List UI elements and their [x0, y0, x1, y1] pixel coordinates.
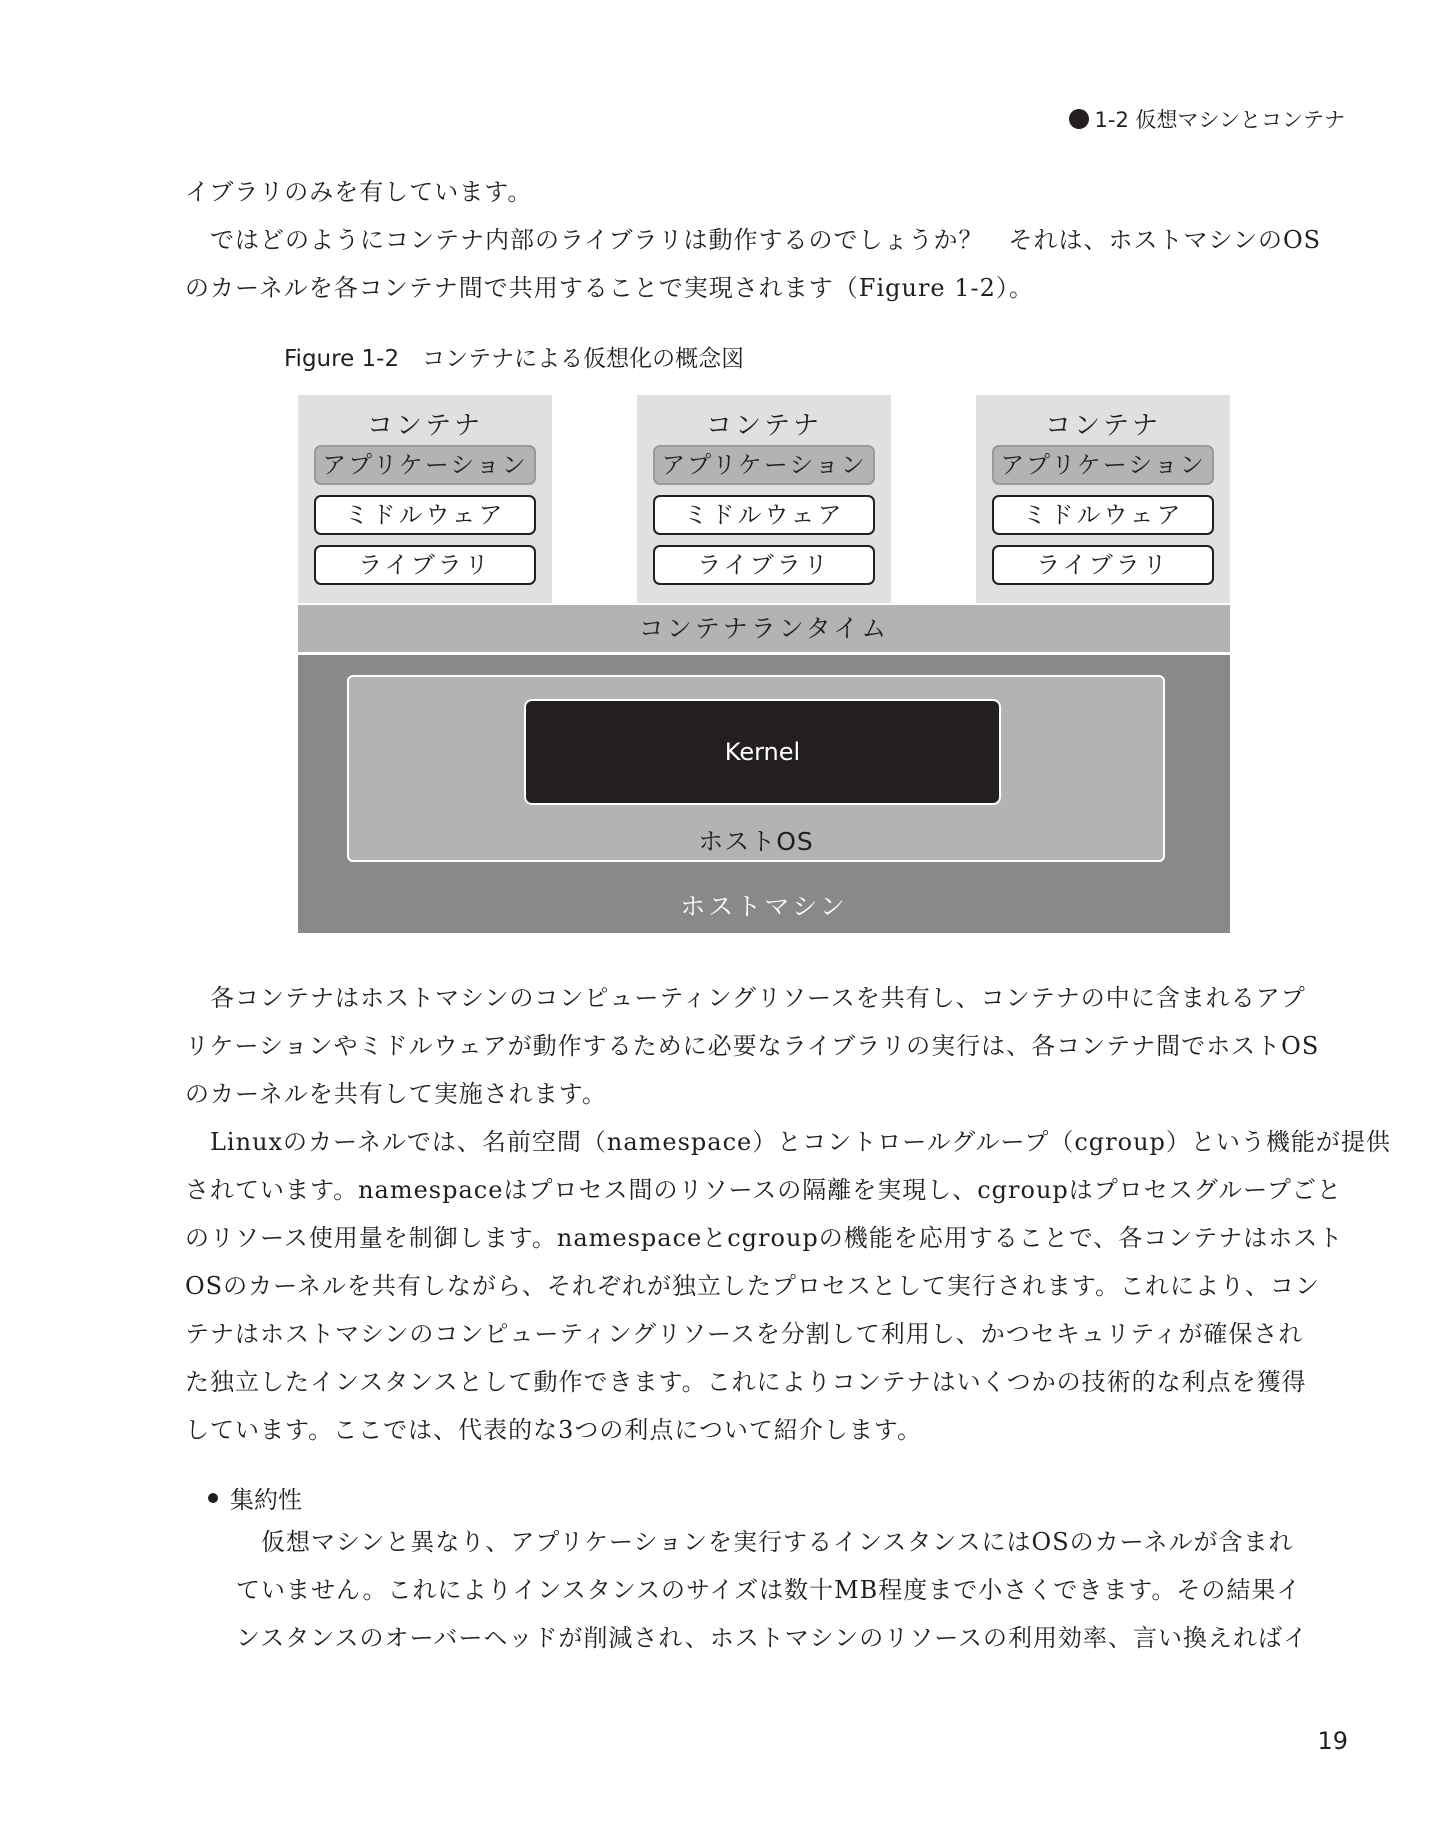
host-os-layer — [347, 675, 1165, 862]
text-line: しています。ここでは、代表的な3つの利点について紹介します。 — [185, 1416, 922, 1444]
text-line: OSのカーネルを共有しながら、それぞれが独立したプロセスとして実行されます。これにより、コン — [185, 1272, 1320, 1300]
figure-caption: Figure 1-2 コンテナによる仮想化の概念図 — [284, 346, 745, 372]
application-box: アプリケーション — [653, 445, 875, 485]
text-line: リケーションやミドルウェアが動作するために必要なライブラリの実行は、各コンテナ間でホストOS — [185, 1032, 1320, 1060]
text-line: されています。namespaceはプロセス間のリソースの隔離を実現し、cgroupはプロセスグループごと — [185, 1176, 1342, 1204]
container-box — [637, 395, 891, 603]
text-line: ていません。これによりインスタンスのサイズは数十MB程度まで小さくできます。その結果イ — [236, 1576, 1302, 1604]
container-box — [298, 395, 552, 603]
container-title: コンテナ — [705, 411, 822, 441]
middleware-box: ミドルウェア — [314, 495, 536, 535]
container-diagram — [298, 395, 1230, 933]
middleware-box: ミドルウェア — [653, 495, 875, 535]
text-line: テナはホストマシンのコンピューティングリソースを分割して利用し、かつセキュリティが確保され — [185, 1320, 1304, 1348]
page-number: 19 — [1317, 1727, 1348, 1755]
text-line: 各コンテナはホストマシンのコンピューティングリソースを共有し、コンテナの中に含まれるアプ — [185, 984, 1306, 1012]
container-title: コンテナ — [1044, 411, 1161, 441]
library-box: ライブラリ — [653, 545, 875, 585]
container-box — [976, 395, 1230, 603]
paragraph-aggregation — [236, 1518, 1348, 1662]
text-line: ンスタンスのオーバーヘッドが削減され、ホストマシンのリソースの利用効率、言い換えればイ — [236, 1624, 1308, 1652]
middleware-box: ミドルウェア — [992, 495, 1214, 535]
application-box: アプリケーション — [992, 445, 1214, 485]
running-header — [1069, 104, 1345, 134]
host-machine-label: ホストマシン — [680, 892, 848, 921]
paragraph-shared-resources — [185, 974, 1348, 1118]
header-text: 1-2 仮想マシンとコンテナ — [1094, 108, 1345, 132]
bullet-circle-icon — [1069, 109, 1089, 129]
library-box: ライブラリ — [314, 545, 536, 585]
text-line: イブラリのみを有しています。 — [185, 178, 533, 206]
bullet-label: 集約性 — [230, 1486, 302, 1514]
kernel-box: Kernel — [524, 699, 1001, 805]
paragraph-namespace-cgroup — [185, 1118, 1391, 1454]
host-os-label: ホストOS — [698, 827, 814, 856]
text-line: のリソース使用量を制御します。namespaceとcgroupの機能を応用することで、各コンテナはホスト — [185, 1224, 1344, 1252]
text-line: 仮想マシンと異なり、アプリケーションを実行するインスタンスにはOSのカーネルが含まれ — [236, 1528, 1294, 1556]
text-line: た独立したインスタンスとして動作できます。これによりコンテナはいくつかの技術的な利点を獲得 — [185, 1368, 1307, 1396]
host-machine-layer — [298, 655, 1230, 933]
bullet-item — [208, 1480, 302, 1515]
text-line: Linuxのカーネルでは、名前空間（namespace）とコントロールグループ（cgroup）という機能が提供 — [185, 1128, 1391, 1156]
container-title: コンテナ — [366, 411, 483, 441]
application-box: アプリケーション — [314, 445, 536, 485]
intro-paragraph — [185, 168, 1348, 312]
text-line: ではどのようにコンテナ内部のライブラリは動作するのでしょうか？ それは、ホストマシンのOS — [185, 226, 1322, 254]
text-line: のカーネルを各コンテナ間で共用することで実現されます（Figure 1-2）。 — [185, 274, 1034, 302]
library-box: ライブラリ — [992, 545, 1214, 585]
bullet-dot-icon — [208, 1493, 218, 1503]
text-line: のカーネルを共有して実施されます。 — [185, 1080, 607, 1108]
container-runtime-layer: コンテナランタイム — [298, 605, 1230, 652]
